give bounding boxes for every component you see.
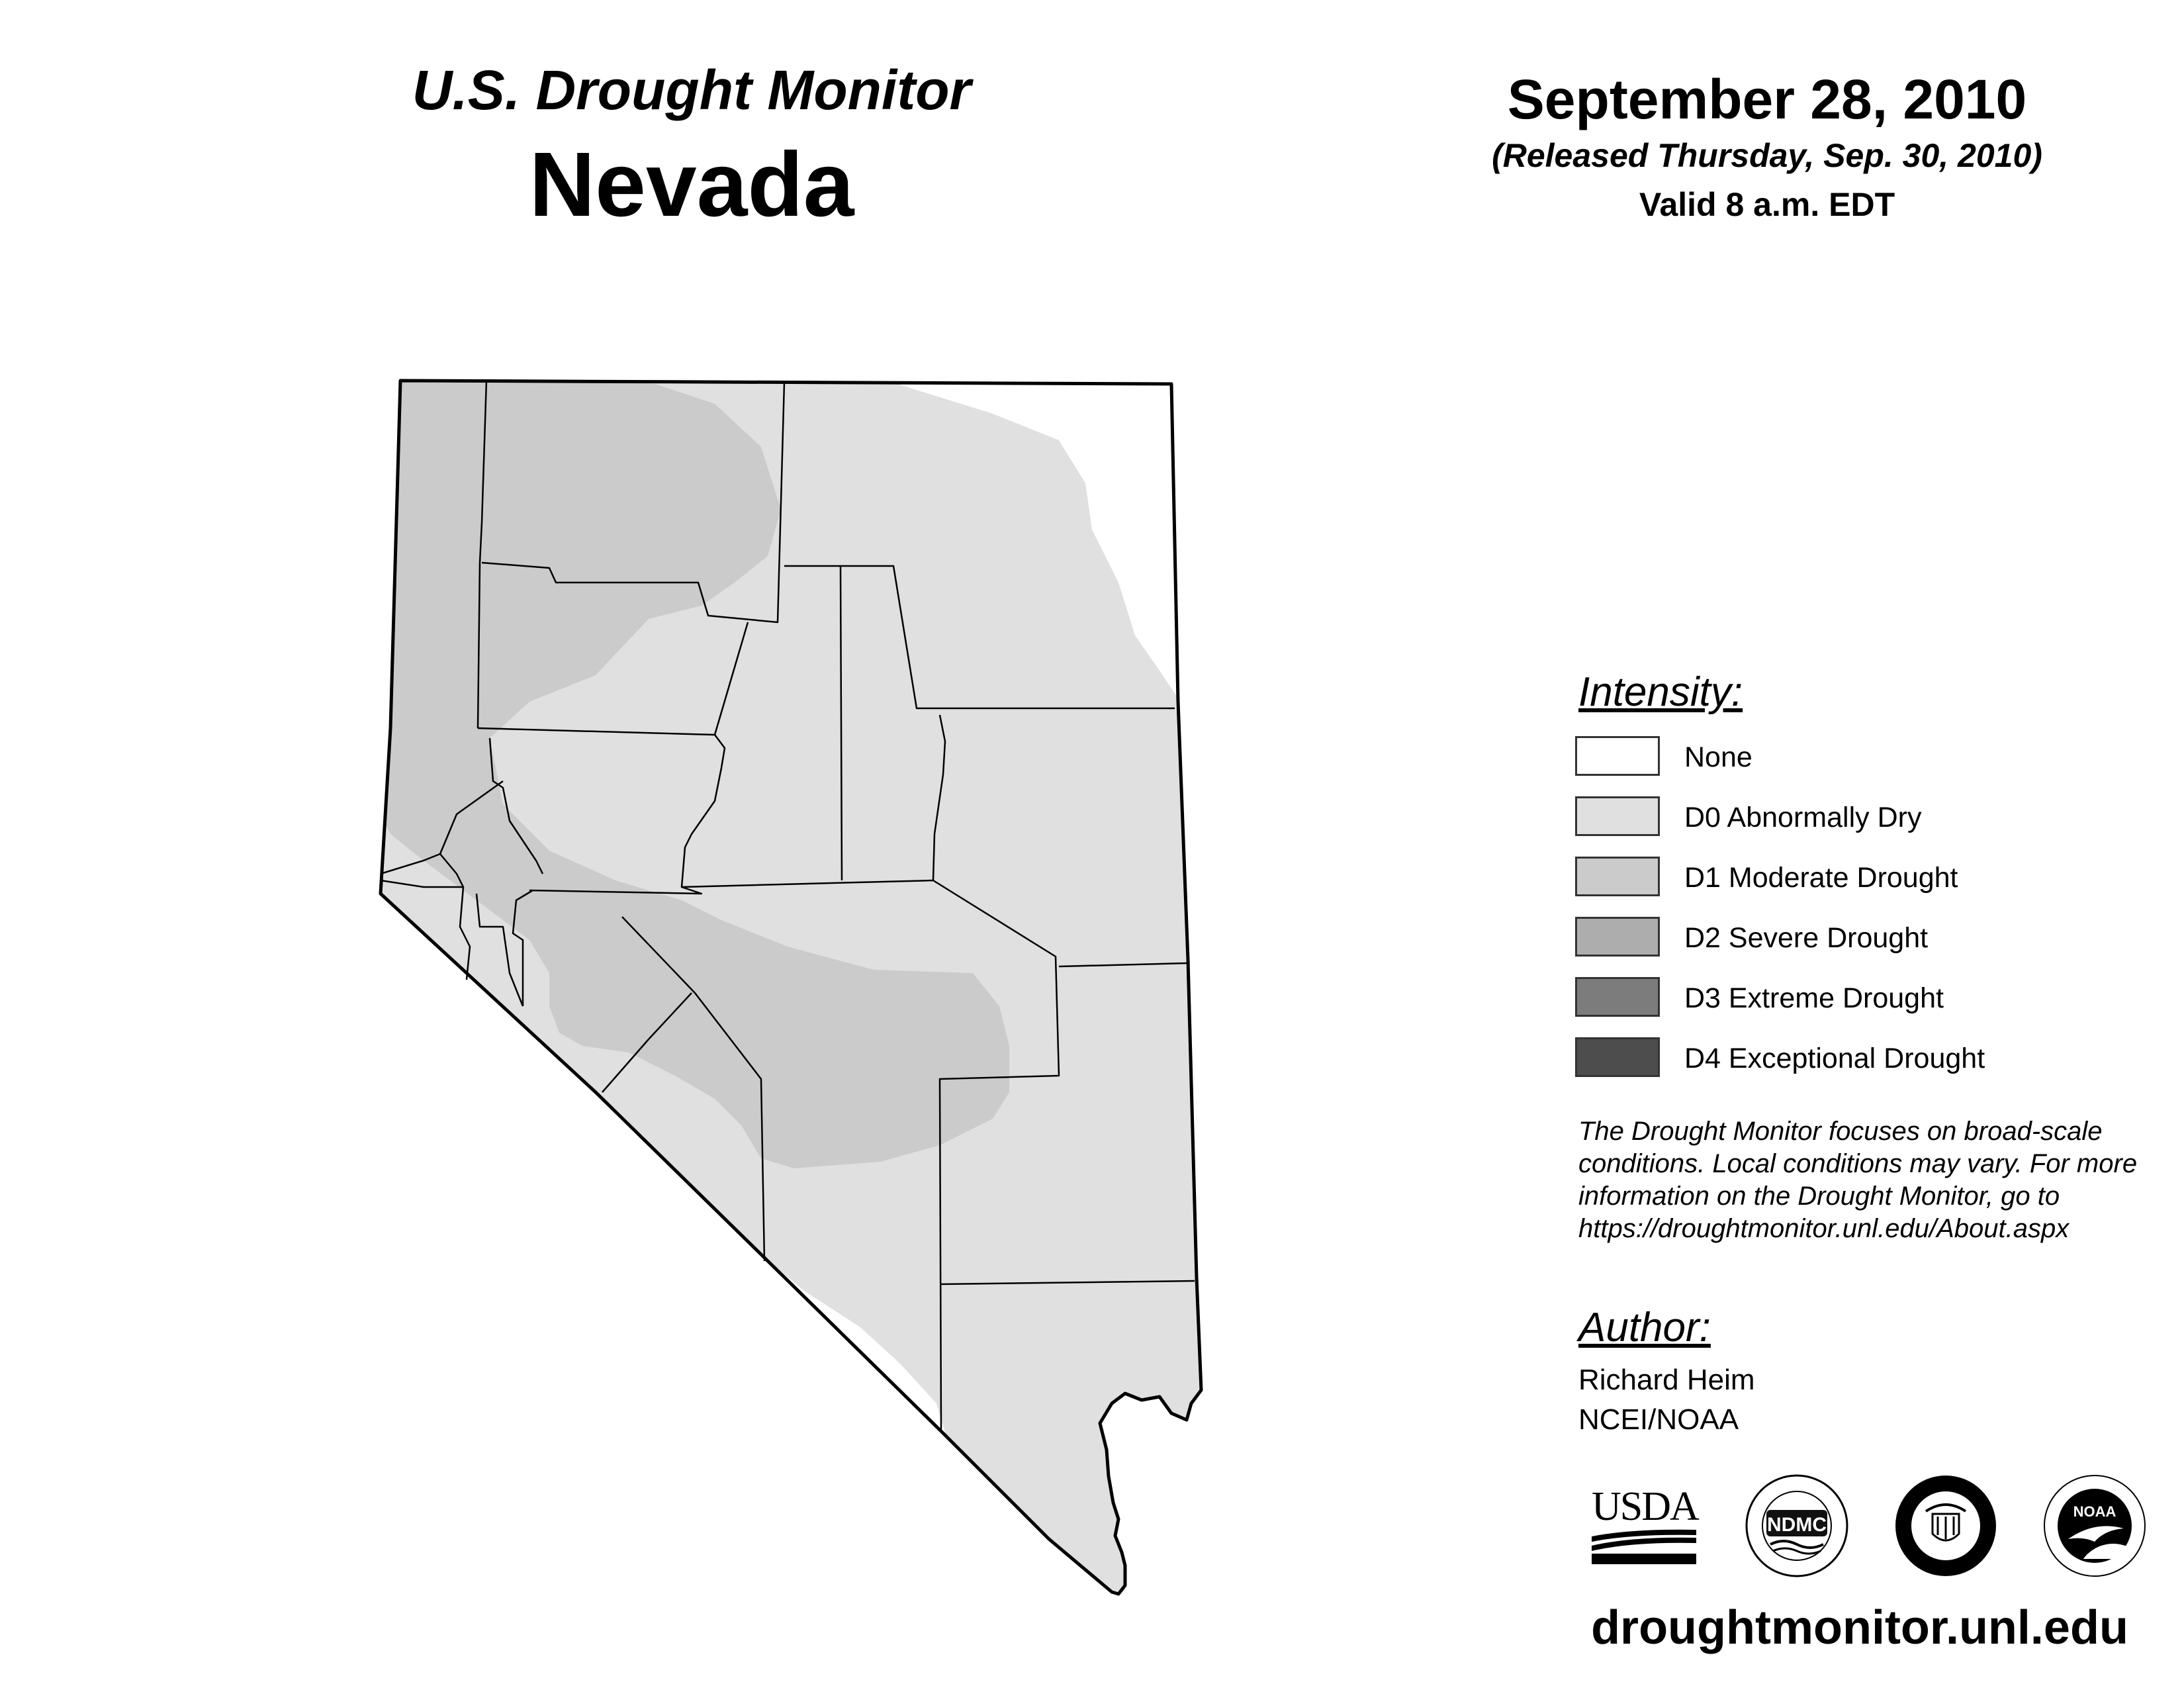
legend-label: D1 Moderate Drought: [1684, 862, 1958, 894]
legend-label: None: [1684, 741, 1752, 773]
legend-swatch: [1575, 736, 1660, 776]
legend-label: D2 Severe Drought: [1684, 922, 1929, 954]
legend-label: D4 Exceptional Drought: [1684, 1043, 1985, 1074]
legend-swatch: [1575, 977, 1660, 1017]
usda-logo-text: USDA: [1592, 1484, 1698, 1529]
disclaimer-note: The Drought Monitor focuses on broad-scale conditions. Local conditions may vary. For more information on the Drought Monitor, go to https://droughtmonitor.unl.edu/About.aspx: [1578, 1117, 2138, 1243]
legend-item: [1575, 977, 2038, 1019]
legend-label: D0 Abnormally Dry: [1684, 802, 1922, 833]
department-of-commerce-seal-icon: [1893, 1473, 1999, 1579]
legend-swatch: [1575, 917, 1660, 957]
legend-swatch: [1575, 796, 1660, 836]
ndmc-logo-text: NDMC: [1767, 1514, 1827, 1536]
author-title: Author:: [1578, 1305, 1711, 1350]
state-name: Nevada: [529, 134, 854, 236]
legend-swatch: [1575, 1037, 1660, 1077]
release-date: (Released Thursday, Sep. 30, 2010): [1492, 137, 2042, 174]
valid-time: Valid 8 a.m. EDT: [1639, 186, 1895, 223]
legend-item: [1575, 917, 2038, 959]
noaa-logo: [2042, 1473, 2148, 1579]
usda-field-icon: [1592, 1527, 1698, 1566]
author-org: NCEI/NOAA: [1578, 1403, 1739, 1436]
legend-swatch: [1575, 857, 1660, 896]
map-date: September 28, 2010: [1507, 68, 2027, 130]
legend-item: [1575, 857, 2038, 899]
legend-item: [1575, 1037, 2038, 1080]
ndmc-logo: [1744, 1473, 1850, 1579]
legend-label: D3 Extreme Drought: [1684, 982, 1944, 1014]
legend-item: [1575, 736, 2038, 778]
website-url[interactable]: droughtmonitor.unl.edu: [1591, 1601, 2128, 1654]
map-title: U.S. Drought Monitor: [412, 59, 972, 121]
legend-item: [1575, 796, 2038, 839]
legend-title: Intensity:: [1578, 669, 1743, 715]
usda-logo: [1592, 1486, 1704, 1569]
author-name: Richard Heim: [1578, 1364, 1755, 1396]
noaa-logo-text: NOAA: [2073, 1503, 2116, 1520]
